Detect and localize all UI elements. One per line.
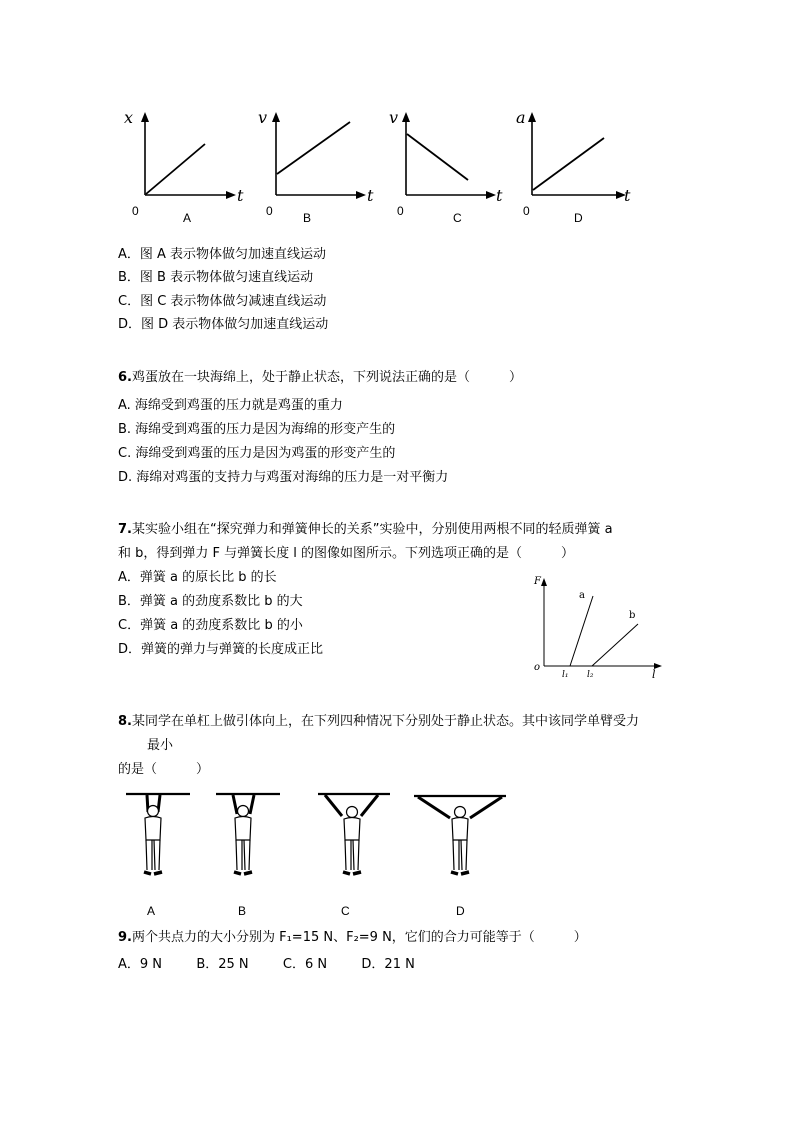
q8-label-d: D <box>456 904 465 918</box>
q6-option-a[interactable]: A. 海绵受到鸡蛋的压力就是鸡蛋的重力 <box>118 398 343 413</box>
graph-c-y-label: v <box>389 108 399 127</box>
graph-c-origin: 0 <box>397 204 404 218</box>
q7-label-a: a <box>579 590 585 601</box>
graph-d-line <box>533 138 604 190</box>
q7-label-b: b <box>629 610 636 621</box>
q8-stem-line2: 最小 <box>147 738 174 753</box>
q7-stem-line2: 和 b，得到弹力 F 与弹簧长度 l 的图像如图所示。下列选项正确的是（ ） <box>118 546 575 561</box>
graph-d-caption: D <box>574 211 583 225</box>
graph-b-origin: 0 <box>266 204 273 218</box>
q7-line-a <box>570 596 593 666</box>
graph-a-origin: 0 <box>132 204 139 218</box>
q7-y-label: F <box>534 576 541 587</box>
graph-d-origin: 0 <box>523 204 530 218</box>
q8-stem-line1 <box>118 714 639 730</box>
q7-option-b[interactable]: B．弹簧 a 的劲度系数比 b 的大 <box>118 594 303 609</box>
q9-stem <box>118 930 587 946</box>
graph-b-line <box>277 122 350 174</box>
q7-figure <box>528 572 668 682</box>
q8-figure-b <box>210 790 290 890</box>
q8-stem-line3: 的是（ ） <box>118 762 210 777</box>
graph-b-caption: B <box>303 211 312 225</box>
graph-a-x-label: t <box>237 186 244 205</box>
q7-figure-svg <box>528 572 668 682</box>
q6-stem-text: 鸡蛋放在一块海绵上，处于静止状态，下列说法正确的是（ ） <box>131 370 522 385</box>
q7-x-label: l <box>652 668 656 681</box>
q6-option-b[interactable]: B. 海绵受到鸡蛋的压力是因为海绵的形变产生的 <box>118 422 396 437</box>
q5-graphs <box>110 100 650 230</box>
q8-figures <box>120 790 520 890</box>
graph-c-x-label: t <box>496 186 503 205</box>
q8-stem-text-1: 某同学在单杠上做引体向上，在下列四种情况下分别处于静止状态。其中该同学单臂受力 <box>131 714 639 729</box>
q8-figure-d <box>410 790 510 890</box>
q9-number: 9. <box>118 930 132 945</box>
graph-a-caption: A <box>183 211 192 225</box>
q8-number: 8. <box>118 714 132 729</box>
q7-stem-text-1: 某实验小组在“探究弹力和弹簧伸长的关系”实验中，分别使用两根不同的轻质弹簧 a <box>131 522 613 537</box>
graph-c-caption: C <box>453 211 462 225</box>
q6-option-c[interactable]: C. 海绵受到鸡蛋的压力是因为鸡蛋的形变产生的 <box>118 446 396 461</box>
q5-option-b[interactable]: B．图 B 表示物体做匀速直线运动 <box>118 270 314 285</box>
q7-tick-l1: l₁ <box>562 670 569 680</box>
graph-d-x-label: t <box>624 186 631 205</box>
q7-origin: o <box>534 662 541 673</box>
q5-option-d[interactable]: D．图 D 表示物体做匀加速直线运动 <box>118 317 329 332</box>
q6-stem <box>118 370 522 386</box>
graph-a-line <box>146 144 205 194</box>
q7-option-d[interactable]: D．弹簧的弹力与弹簧的长度成正比 <box>118 642 324 657</box>
q7-option-c[interactable]: C．弹簧 a 的劲度系数比 b 的小 <box>118 618 303 633</box>
q9-stem-text: 两个共点力的大小分别为 F₁=15 N、F₂=9 N，它们的合力可能等于（ ） <box>131 930 587 945</box>
q8-label-b: B <box>238 904 247 918</box>
q8-label-a: A <box>147 904 156 918</box>
q7-stem-line1 <box>118 522 613 538</box>
q9-option-b[interactable]: B．25 N <box>196 957 249 972</box>
q9-option-c[interactable]: C．6 N <box>282 957 328 972</box>
graph-b-x-label: t <box>367 186 374 205</box>
q8-label-c: C <box>341 904 350 918</box>
q7-option-a[interactable]: A．弹簧 a 的原长比 b 的长 <box>118 570 277 585</box>
q7-number: 7. <box>118 522 132 537</box>
q9-options <box>118 957 415 973</box>
q8-figure-c <box>310 790 400 890</box>
q9-option-a[interactable]: A．9 N <box>118 957 163 972</box>
graph-d-y-label: a <box>516 108 526 127</box>
q5-option-c[interactable]: C．图 C 表示物体做匀减速直线运动 <box>118 294 327 309</box>
q7-line-b <box>592 624 638 666</box>
q6-number: 6. <box>118 370 132 385</box>
graph-b-y-label: v <box>258 108 268 127</box>
q5-option-a[interactable]: A．图 A 表示物体做匀加速直线运动 <box>118 247 327 262</box>
q7-tick-l2: l₂ <box>587 670 594 680</box>
graph-c-line <box>407 134 468 180</box>
q9-option-d[interactable]: D．21 N <box>361 957 415 972</box>
graph-a-y-label: x <box>124 108 134 127</box>
q8-figure-a <box>120 790 200 890</box>
q6-option-d[interactable]: D. 海绵对鸡蛋的支持力与鸡蛋对海绵的压力是一对平衡力 <box>118 470 449 485</box>
